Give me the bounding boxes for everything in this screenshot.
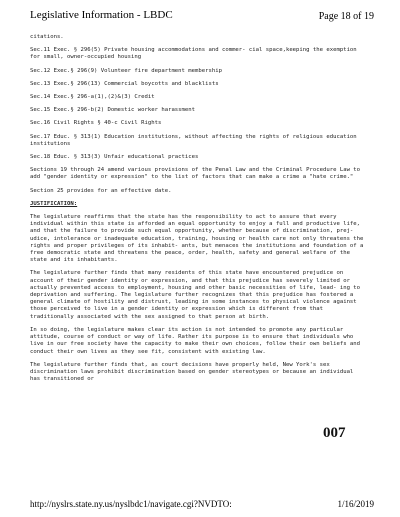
justification-paragraph: The legislature further finds that many residents of this state have encountered prejudice on account of their gender identity or expression, and that this prejudice has severely limited or actually prevented access to employment, housing and other basic necessities of life, lead- ing to deprivation and suffering. The legislature further recognizes that this prejudice has fostered a general climate of hostility and distrust, leading in some instances to physical violence against those perceived to live in a gender identity or expression which is different from that traditionally associated with the sex assigned to that person at birth. (30, 270, 361, 320)
document-body (30, 34, 365, 389)
intro-fragment: citations. (30, 34, 64, 40)
justification-paragraph: The legislature reaffirms that the state has the responsibility to act to assure that every individual within this state is afforded an equal opportunity to enjoy a full and productive life, and that the failure to provide such equal opportunity, whether because of discrimination, prej- udice, intolerance or inadequate education, training, housing or health care not only threatens the rights and proper privileges of its inhabit- ants, but menaces the institutions and foundation of a free democratic state and threatens the peace, order, health, safety and general welfare of the state and its inhabitants. (30, 214, 364, 264)
section-item: Sec.17 Educ. § 313(1) Education institutions, without affecting the rights of religious education institutions (30, 133, 357, 147)
section-item: Sec.18 Educ. § 313(3) Unfair educational practices (30, 154, 199, 161)
justification-paragraph: In so doing, the legislature makes clear its action is not intended to promote any particular attitude, course of conduct or way of life. Rather its purpose is to ensure that individuals who live in our free society have the capacity to make their own choices, follow their own beliefs and conduct their own lives as they see fit, consistent with existing law. (30, 326, 361, 355)
page-stamp-number: 007 (323, 425, 346, 441)
footer-url: http://nyslrs.state.ny.us/nyslbdc1/navigate.cgi?NVDTO: (30, 499, 232, 509)
justification-heading: JUSTIFICATION: (30, 200, 78, 207)
section-item: Sec.11 Exec. § 296(5) Private housing accommodations and commer- cial space,keeping the exemption for small, owner-occupied housing (30, 47, 357, 61)
header-title: Legislative Information - LBDC (30, 9, 173, 21)
section-item: Sec.14 Exec.§ 296-a(1),(2)&(3) Credit (30, 94, 155, 101)
section-list (30, 47, 365, 161)
summary-paragraph: Sections 19 through 24 amend various provisions of the Penal Law and the Criminal Procedure Law to add "gender identity or expression" to the list of factors that can make a crime a "hate crime." (30, 167, 361, 181)
page-number: Page 18 of 19 (318, 11, 374, 22)
section-item: Sec.12 Exec.§ 296(9) Volunteer fire department membership (30, 67, 222, 74)
section-item: Sec.16 Civil Rights § 40-c Civil Rights (30, 120, 162, 127)
summary-paragraph: Section 25 provides for an effective date. (30, 187, 172, 194)
section-item: Sec.15 Exec.§ 296-b(2) Domestic worker harassment (30, 107, 196, 114)
justification-paragraph: The legislature further finds that, as court decisions have properly held, New York's sex discrimination laws prohibit discrimination based on gender stereotypes or because an individual has transitioned or (30, 361, 354, 383)
section-item: Sec.13 Exec.§ 296(13) Commercial boycotts and blacklists (30, 80, 219, 87)
footer-date: 1/16/2019 (337, 499, 374, 509)
